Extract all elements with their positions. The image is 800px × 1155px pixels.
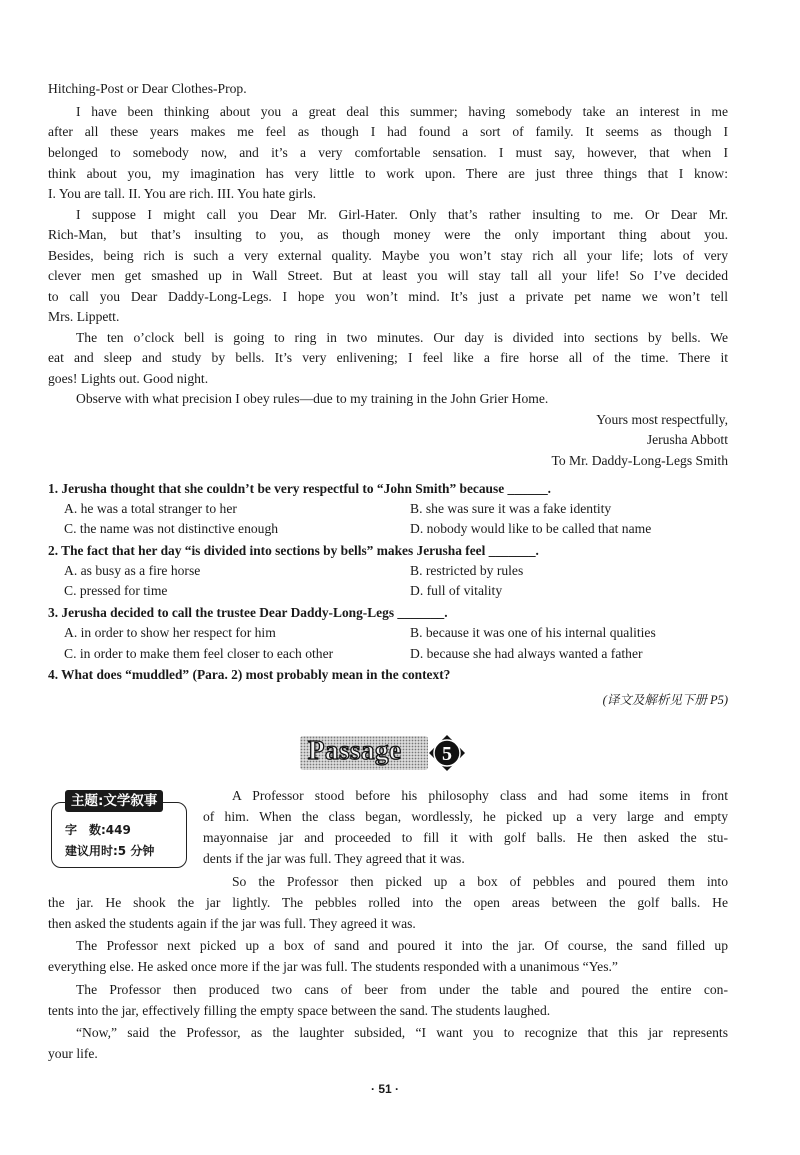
question-stem: 3. Jerusha decided to call the trustee Dear Daddy-Long-Legs _______.	[48, 605, 448, 620]
passage-line: “Now,” said the Professor, as the laughter subsided, “I want you to recognize that this jar represents	[76, 1025, 728, 1040]
letter-line: Mrs. Lippett.	[48, 309, 120, 324]
letter-line: think about you, my imagination has very little to work upon. There are just three things that I know:	[48, 166, 728, 181]
question-option: C. the name was not distinctive enough	[64, 521, 279, 536]
passage-line: everything else. He asked once more if the jar was full. The students responded with a unanimous “Yes.”	[48, 959, 618, 974]
page-number: · 51 ·	[371, 1082, 400, 1096]
passage-line: tents into the jar, effectively filling the empty space between the sand. The students laughed.	[48, 1003, 551, 1018]
question-stem: 2. The fact that her day “is divided into sections by bells” makes Jerusha feel _______.	[48, 543, 539, 558]
letter-line: I. You are tall. II. You are rich. III. You hate girls.	[48, 186, 317, 201]
passage-line: The Professor then produced two cans of beer from under the table and poured the entire con-	[76, 982, 728, 997]
question-option: A. as busy as a fire horse	[64, 563, 201, 578]
passage-line: The Professor next picked up a box of sand and poured it into the jar. Of course, the sand filled up	[76, 938, 728, 953]
letter-line: Observe with what precision I obey rules—due to my training in the John Grier Home.	[76, 391, 549, 406]
question-option: A. he was a total stranger to her	[64, 501, 237, 516]
letter-line: to call you Dear Daddy-Long-Legs. I hope you won’t mind. It’s just a private pet name we won’t tell	[48, 289, 728, 304]
letter-line: I have been thinking about you a great deal this summer; having somebody take an interest in me	[76, 104, 728, 119]
passage-line: dents if the jar was full. They agreed that it was.	[203, 851, 465, 866]
passage-line: your life.	[48, 1046, 98, 1061]
letter-line: eat and sleep and study by bells. It’s very enlivening; I feel like a fire horse all of the time. There it	[48, 350, 728, 365]
question-stem: 4. What does “muddled” (Para. 2) most probably mean in the context?	[48, 667, 451, 682]
passage-line: mayonnaise jar and proceeded to fill it with golf balls. He then asked the stu-	[203, 830, 728, 845]
question-option: D. because she had always wanted a father	[410, 646, 643, 661]
letter-line: after all these years makes me feel as though I had found a sort of family. It seems as though I	[48, 124, 728, 139]
suggested-time: 建议用时:5 分钟	[65, 844, 155, 858]
letter-closing: Yours most respectfully,	[596, 412, 728, 427]
letter-line: Rich-Man, but that’s insulting to you, as though money were the only important thing about you.	[48, 227, 728, 242]
letter-line: goes! Lights out. Good night.	[48, 371, 209, 386]
passage-line: of him. When the class began, wordlessly, he picked up a very large and empty	[203, 809, 728, 824]
passage-banner	[300, 732, 472, 774]
question-stem: 1. Jerusha thought that she couldn’t be very respectful to “John Smith” because ______.	[48, 481, 552, 496]
letter-addressee: To Mr. Daddy-Long-Legs Smith	[551, 453, 728, 468]
letter-line: clever men get smashed up in Wall Street. But at least you will stay tall all your life! So I’ve decided	[48, 268, 728, 283]
question-option: B. she was sure it was a fake identity	[410, 501, 612, 516]
passage-number: 5	[442, 743, 452, 765]
passage-line: So the Professor then picked up a box of pebbles and poured them into	[232, 874, 728, 889]
theme-box	[47, 790, 193, 870]
letter-line: The ten o’clock bell is going to ring in two minutes. Our day is divided into sections by bells. We	[76, 330, 728, 345]
letter-line: Hitching-Post or Dear Clothes-Prop.	[48, 81, 247, 96]
question-option: A. in order to show her respect for him	[64, 625, 276, 640]
question-option: D. full of vitality	[410, 583, 503, 598]
letter-line: Besides, being rich is such a very external quality. Maybe you won’t stay rich all your life; lots of very	[48, 248, 728, 263]
letter-line: I suppose I might call you Dear Mr. Girl-Hater. Only that’s rather insulting to me. Or Dear Mr.	[76, 207, 728, 222]
word-count: 字 数:449	[65, 823, 131, 837]
passage-line: A Professor stood before his philosophy class and had some items in front	[232, 788, 728, 803]
question-option: C. pressed for time	[64, 583, 168, 598]
theme-tag: 主题:文学叙事	[65, 790, 163, 812]
question-option: B. restricted by rules	[410, 563, 524, 578]
reference-note: (译文及解析见下册 P5)	[602, 693, 728, 707]
question-option: C. in order to make them feel closer to each other	[64, 646, 334, 661]
letter-line: belonged to somebody now, and it’s a very comfortable sensation. I must say, however, that when I	[48, 145, 728, 160]
passage-number-badge	[428, 734, 466, 772]
passage-line: then asked the students again if the jar was full. They agreed it was.	[48, 916, 416, 931]
question-option: B. because it was one of his internal qualities	[410, 625, 656, 640]
passage-line: the jar. He shook the jar lightly. The pebbles rolled into the open areas between the golf balls. He	[48, 895, 728, 910]
letter-signature: Jerusha Abbott	[646, 432, 728, 447]
question-option: D. nobody would like to be called that name	[410, 521, 652, 536]
passage-title: Passage	[308, 735, 402, 765]
